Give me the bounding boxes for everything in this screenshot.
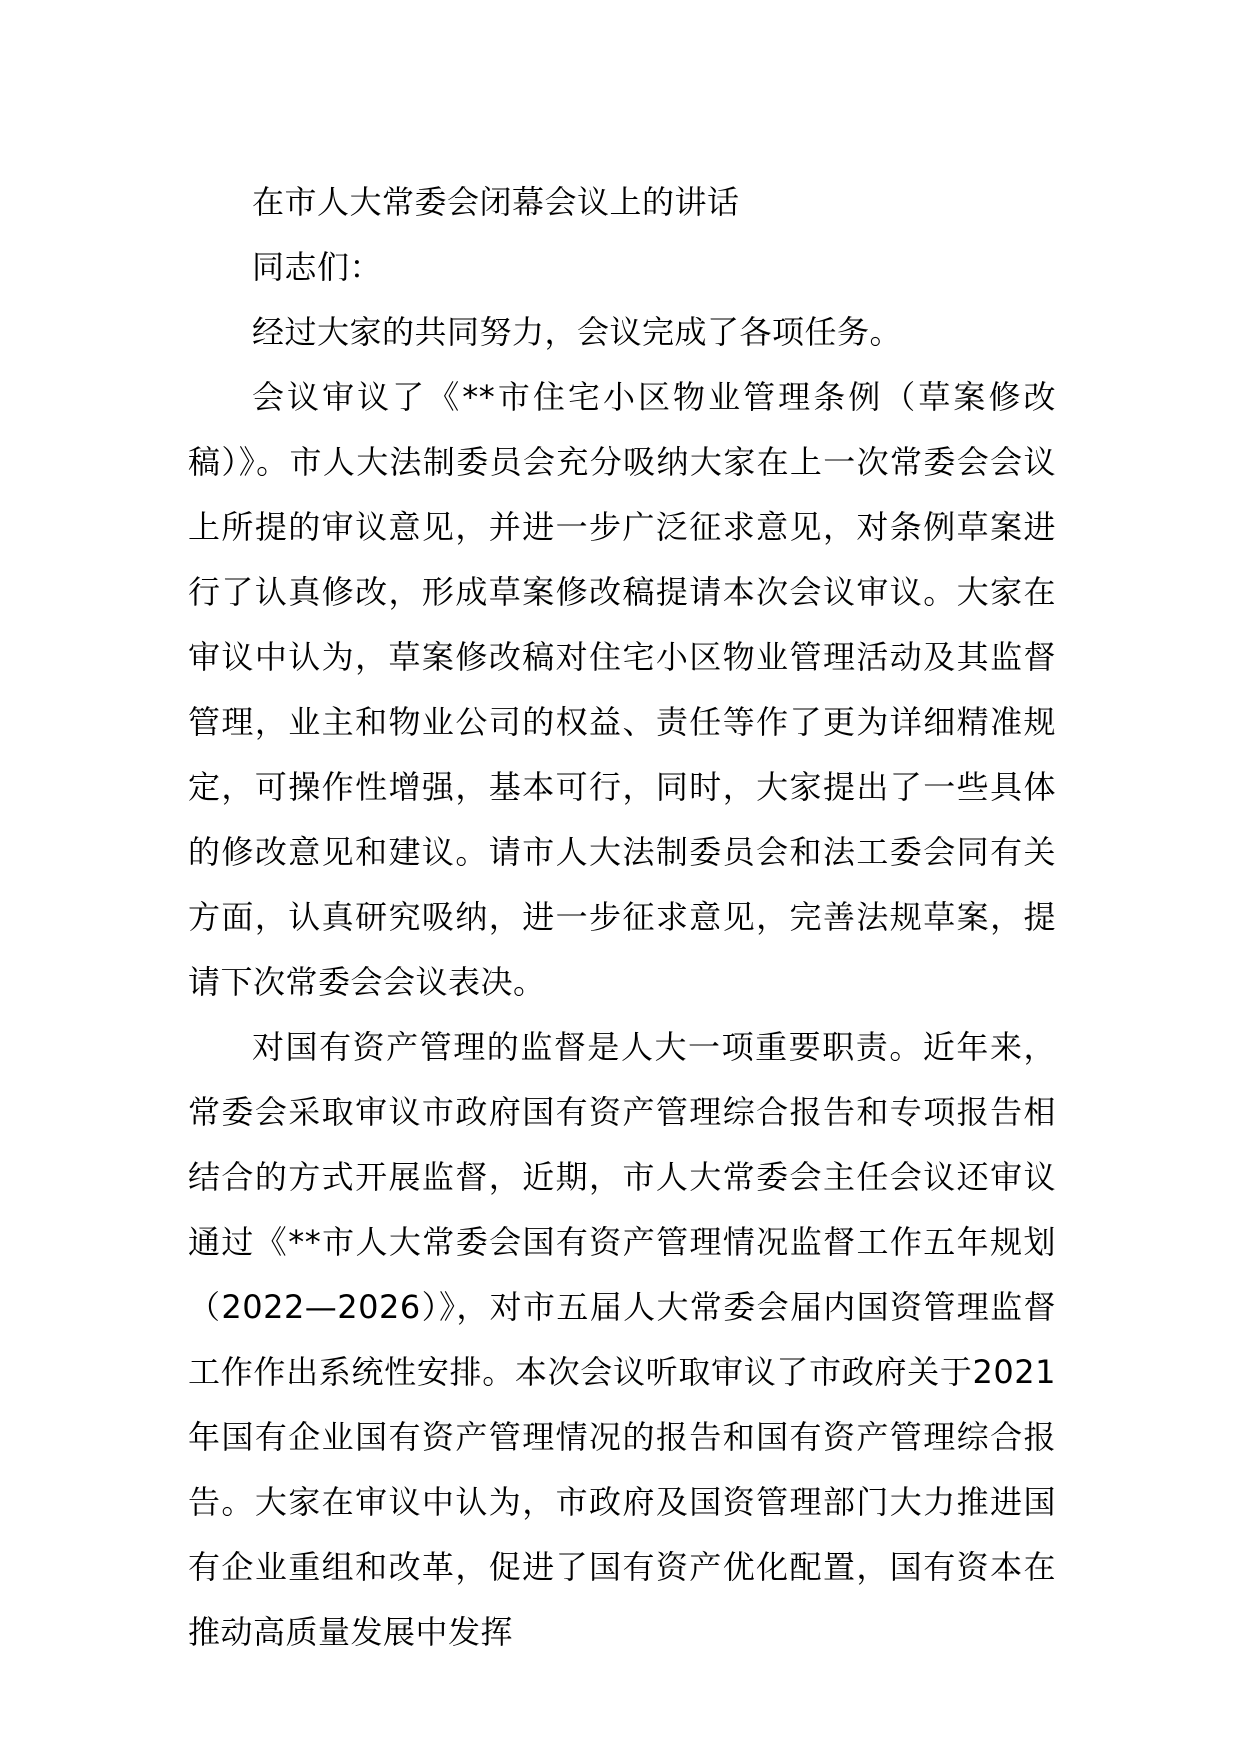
document-body	[188, 170, 1056, 1665]
salutation: 同志们：	[252, 248, 383, 286]
paragraph-1: 经过大家的共同努力，会议完成了各项任务。	[252, 313, 903, 351]
paragraph-2: 会议审议了《**市住宅小区物业管理条例（草案修改稿）》。市人大法制委员会充分吸纳大家在上一次常委会会议上所提的审议意见，并进一步广泛征求意见，对条例草案进行了认真修改，形成草案修改稿提请本次会议审议。大家在审议中认为，草案修改稿对住宅小区物业管理活动及其监督管理，业主和物业公司的权益、责任等作了更为详细精准规定，可操作性增强，基本可行，同时，大家提出了一些具体的修改意见和建议。请市人大法制委员会和法工委会同有关方面，认真研究吸纳，进一步征求意见，完善法规草案，提请下次常委会会议表决。	[188, 378, 1056, 1001]
document-title: 在市人大常委会闭幕会议上的讲话	[252, 183, 740, 221]
paragraph-3: 对国有资产管理的监督是人大一项重要职责。近年来，常委会采取审议市政府国有资产管理综合报告和专项报告相结合的方式开展监督，近期，市人大常委会主任会议还审议通过《**市人大常委会国有资产管理情况监督工作五年规划（2022—2026）》，对市五届人大常委会届内国资管理监督工作作出系统性安排。本次会议听取审议了市政府关于2021年国有企业国有资产管理情况的报告和国有资产管理综合报告。大家在审议中认为，市政府及国资管理部门大力推进国有企业重组和改革，促进了国有资产优化配置，国有资本在推动高质量发展中发挥	[188, 1028, 1056, 1651]
